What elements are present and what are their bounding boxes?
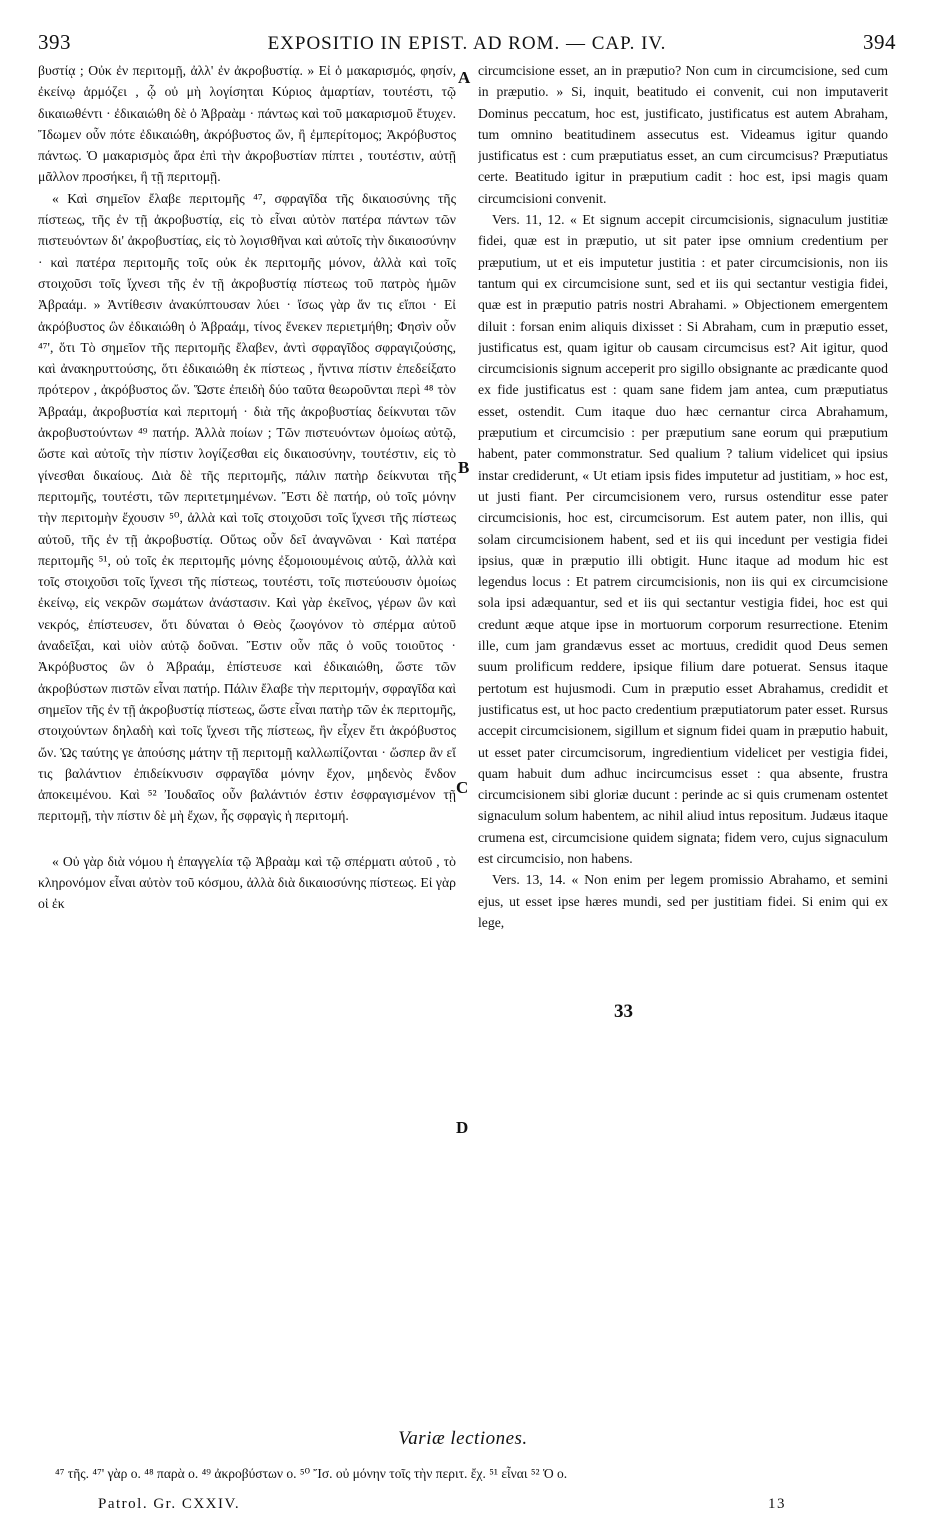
margin-marker-a: A (458, 68, 471, 87)
greek-paragraph: « Οὐ γὰρ διὰ νόμου ἡ ἐπαγγελία τῷ Ἀβραὰμ καὶ τῷ σπέρματι αὐτοῦ , τὸ κληρονόμον εἶναι αὐτὸν τοῦ κόσμου, ἀλλὰ διὰ δικαιοσύνης πίστεως. Εἰ γὰρ οἱ ἐκ (38, 853, 456, 912)
latin-column (478, 60, 888, 1330)
latin-paragraph: Vers. 13, 14. « Non enim per legem promissio Abrahamo, et semini ejus, ut esset ipse hæres mundi, sed per justitiam fidei. Si enim qui ex lege, (478, 872, 888, 930)
running-title: EXPOSITIO IN EPIST. AD ROM. — CAP. IV. (267, 33, 667, 54)
gathering-number: 13 (768, 1496, 786, 1512)
variae-lectiones-notes: ⁴⁷ τῆς. ⁴⁷' γὰρ ο. ⁴⁸ παρὰ ο. ⁴⁹ ἀκροβύστων ο. ⁵⁰ Ἴσ. οὐ μόνην τοῖς τὴν περιτ. ἔχ. ⁵¹ εἶναι ⁵² Ὁ ο. (55, 1466, 568, 1481)
page-footer (98, 1496, 786, 1513)
latin-paragraph: Vers. 11, 12. « Et signum accepit circumcisionis, signaculum justitiæ fidei, quæ est in præputio, ut sit pater ipse omnium credentium per præputium, ut et eis imputetur justitia : et pater circumcisionis, non iis tantum qui ex circumcisione sunt, sed et iis qui sectantur vestigia fidei, quæ est in præputio patris nostri Abrahami. » Objectionem emergentem diluit : forsan enim aliquis dixisset : Si Abraham, cum in præputio esset, justificatus est, quam igitur ob causam circumcisus est? Ait igitur, quod circumcisionis signum acceperit pro sigillo obsignante ac prædicante quod ex fide justificatus est : quam sane fidem jam antea, cum præputiatus esset, ostendit. Cum itaque duo hæc cernantur circa Abrahamum, præputium et circumcisio : per præputium sane eorum qui præputium habent, pater commonstratur. Sed qualium ? talium videlicet qui ipsius instar crediderunt, « Ut etiam ipsis fides imputetur ad justitiam, » hoc est, ut justi fiant. Per circumcisionem vero, rursus ostenditur esse pater circumcisionis, hoc est, circumcisorum. Est autem pater, non illis, qui solam circumcisionem habent, sed et iis qui incedunt per vestigia fidei ipsius, quæ in præputio illi obtigit. Hunc itaque ad modum hic est legendus locus : Et patrem circumcisionis, non iis qui ex circumcisione sola ipsi adæquantur, sed et iis qui sectantur vestigia fidei, hoc est qui credunt æque atque ipse in mortuorum corporum resurrectione. Etenim ille, cum jam grandævus esset ac mortuus, credidit quod Deus semen suum prolificum reddere, ipsique filium dare potuerat. Sensus itaque pertotum est hujusmodi. Cum in præputio esset Abrahamus, credidit et justificatus est, ut hoc pacto credentium præputiatorum pater esset. Rursus accepit circumcisionem, sigillum et signum fidei quam in præputio habuit, ut esset pater circumcisorum, ingredientium videlicet per vestigia fidei, quam habuit dum adhuc incircumcisus esset : qua absente, frustra circumcisionem sibi gloriæ ducunt : perinde ac si quis crumenam ostentet signaculum solum habentem, ac nihil aliud intus repositum. Judæus itaque crumena est, circumcisione quidem signata; fidem vero, cujus signaculum est circumcisio, non habens. (478, 212, 888, 866)
column-number-marker: 33 (614, 1001, 633, 1022)
greek-paragraph: « Καὶ σημεῖον ἔλαβε περιτομῆς ⁴⁷, σφραγῖδα τῆς δικαιοσύνης τῆς πίστεως, τῆς ἐν τῇ ἀκροβυστίᾳ, εἰς τὸ εἶναι αὐτὸν πατέρα πάντων τῶν πιστευόντων δι' ἀκροβυστίας, εἰς τὸ λογισθῆναι καὶ αὐτοῖς τὴν δικαιοσύνην · καὶ πατέρα περιτομῆς τοῖς οὐκ ἐκ περιτομῆς μόνον, ἀλλὰ καὶ τοῖς στοιχοῦσι τοῖς ἴχνεσι τῆς ἐν τῇ ἀκροβυστίᾳ πίστεως τοῦ πατρὸς ἡμῶν Ἀβραάμ. » Ἀντίθεσιν ἀνακύπτουσαν λύει · ἴσως γὰρ ἄν τις εἴποι · Εἰ ἀκρόβυστος ὢν ἐδικαιώθη ὁ Ἀβραάμ, τίνος ἕνεκεν περιετμήθη; Φησὶν οὖν ⁴⁷', ὅτι Τὸ σημεῖον τῆς περιτομῆς ἔλαβεν, ἀντὶ σφραγῖδος σφραγιζούσης, καὶ ἀνακηρυττούσης, ὅτι ἐδικαιώθη ἐκ πίστεως , ἥντινα πίστιν ἐπεδείξατο πρότερον , ἀκρόβυστος ὤν. Ὥστε ἐπειδὴ δύο ταῦτα θεωροῦνται περὶ ⁴⁸ τὸν Ἀβραάμ, ἀκροβυστία καὶ περιτομή · διὰ τῆς ἀκροβυστίας δείκνυται τῶν ἀκροβυστούντων ⁴⁹ πατήρ. Ἀλλὰ ποίων ; Τῶν πιστευόντων ὁμοίως αὐτῷ, ὥστε καὶ αὐτοῖς τὴν πίστιν λογίζεσθαι εἰς δικαιοσύνην, τουτέστιν, εἰς τὸ γίνεσθαι δικαίους. Διὰ δὲ τῆς περιτομῆς, πάλιν πατὴρ δείκνυται τῆς περιτομῆς, τουτέστι, τῶν περιτετμημένων. Ἔστι δὲ πατήρ, οὐ τοῖς μόνην τὴν περιτομὴν ἔχουσιν ⁵⁰, ἀλλὰ καὶ τοῖς στοιχοῦσι τοῖς ἴχνεσι τῆς πίστεως αὐτοῦ, τῆς ἐν τῇ ἀκροβυστίᾳ. Οὕτως οὖν δεῖ ἀναγνῶναι · Καὶ πατέρα περιτομῆς ⁵¹, οὐ τοῖς ἐκ περιτομῆς μόνης ἐξομοιουμένοις αὐτῷ, ἀλλὰ καὶ τοῖς στοιχοῦσι τοῖς ἴχνεσι τῆς πίστεως, τουτέστι, τοῖς πιστεύουσιν ὁμοίως ἐκείνῳ, εἰς νεκρῶν σωμάτων ἀνάστασιν. Καὶ γὰρ ἐκεῖνος, γέρων ὢν καὶ νεκρός, ἐπίστευσεν, ὅτι δύναται ὁ Θεὸς ζωογόνον τὸ σπέρμα αὐτοῦ ἀναδεῖξαι, καὶ υἱὸν αὐτῷ δοῦναι. Ἔστιν οὖν πᾶς ὁ νοῦς τοιοῦτος · Ἀκρόβυστος ὢν ὁ Ἀβραάμ, ἐπίστευσε καὶ ἐδικαιώθη, ὥστε τῶν ἀκροβύστων πιστῶν εἶναι πατήρ. Πάλιν ἔλαβε τὴν περιτομήν, σφραγῖδα καὶ σημεῖον τῆς ἐν τῇ ἀκροβυστίᾳ πίστεως, ὥστε εἶναι πατὴρ τῶν ἐκ περιτομῆς, στοιχούντων δηλαδὴ καὶ τοῖς ἴχνεσι τῆς πίστεως, ἣν εἶχεν ἔτι ἀκρόβυστος ὤν. Ὡς ταύτης γε ἀπούσης μάτην τῇ περιτομῇ καλλωπίζονται · ὥσπερ ἂν εἴ τις βαλάντιον ἐπιδείκνυσιν σφραγῖδα μόνην ἔχον, μηδενὸς ἔνδον ἀποκειμένου. Καὶ ⁵² Ἰουδαῖος οὖν βαλάντιόν ἐστιν ἐσφραγισμένον τῇ περιτομῇ, τὴν πίστιν δὲ μὴ ἔχων, ἧς σφραγὶς ἡ περιτομή. (38, 190, 456, 824)
latin-paragraph: circumcisione esset, an in præputio? Non cum in circumcisione, sed cum in præputio. » Si, inquit, beatitudo ei convenit, cui non imputaverit Dominus peccatum, hoc est, justificato, justificatus est autem Abraham, tum omnino beatitudinem assecutus est. Videamus igitur quando justificatus est : cum præputiatus esset, an cum circumcisus? Præputiatus certe. Beatitudo igitur in præputium cadit : hoc est, ipsi magis quam circumcisioni convenit. (478, 63, 888, 206)
margin-marker-c: C (456, 778, 469, 797)
running-header (38, 30, 896, 60)
margin-marker-b: B (458, 458, 470, 477)
variae-lectiones-heading: Variæ lectiones. (398, 1428, 528, 1449)
page-number-left: 393 (38, 30, 71, 54)
margin-marker-d: D (456, 1118, 469, 1137)
greek-paragraph: βυστίᾳ ; Οὐκ ἐν περιτομῇ, ἀλλ' ἐν ἀκροβυστίᾳ. » Εἰ ὁ μακαρισμός, φησίν, ἐκείνῳ ἁρμόζει , ᾧ οὐ μὴ λογίσηται Κύριος ἁμαρτίαν, τουτέστι, τῷ δικαιωθέντι · ἐδικαιώθη δὲ ὁ Ἀβραὰμ · πάντως καὶ τοῦ μακαρισμοῦ ἔτυχεν. Ἴδωμεν οὖν πότε ἐδικαιώθη, ἀκρόβυστος ὤν, ἢ ἐμπερίτομος; Ἀκρόβυστος πάντως. Ὁ μακαρισμὸς ἄρα ἐπὶ τὴν ἀκροβυστίαν πίπτει , τουτέστιν, αὐτῇ μᾶλλον προσήκει, ἢ τῇ περιτομῇ. (38, 63, 456, 185)
greek-column (38, 60, 456, 1330)
page-number-right: 394 (863, 30, 896, 54)
signature-mark: Patrol. Gr. CXXIV. (98, 1496, 241, 1512)
